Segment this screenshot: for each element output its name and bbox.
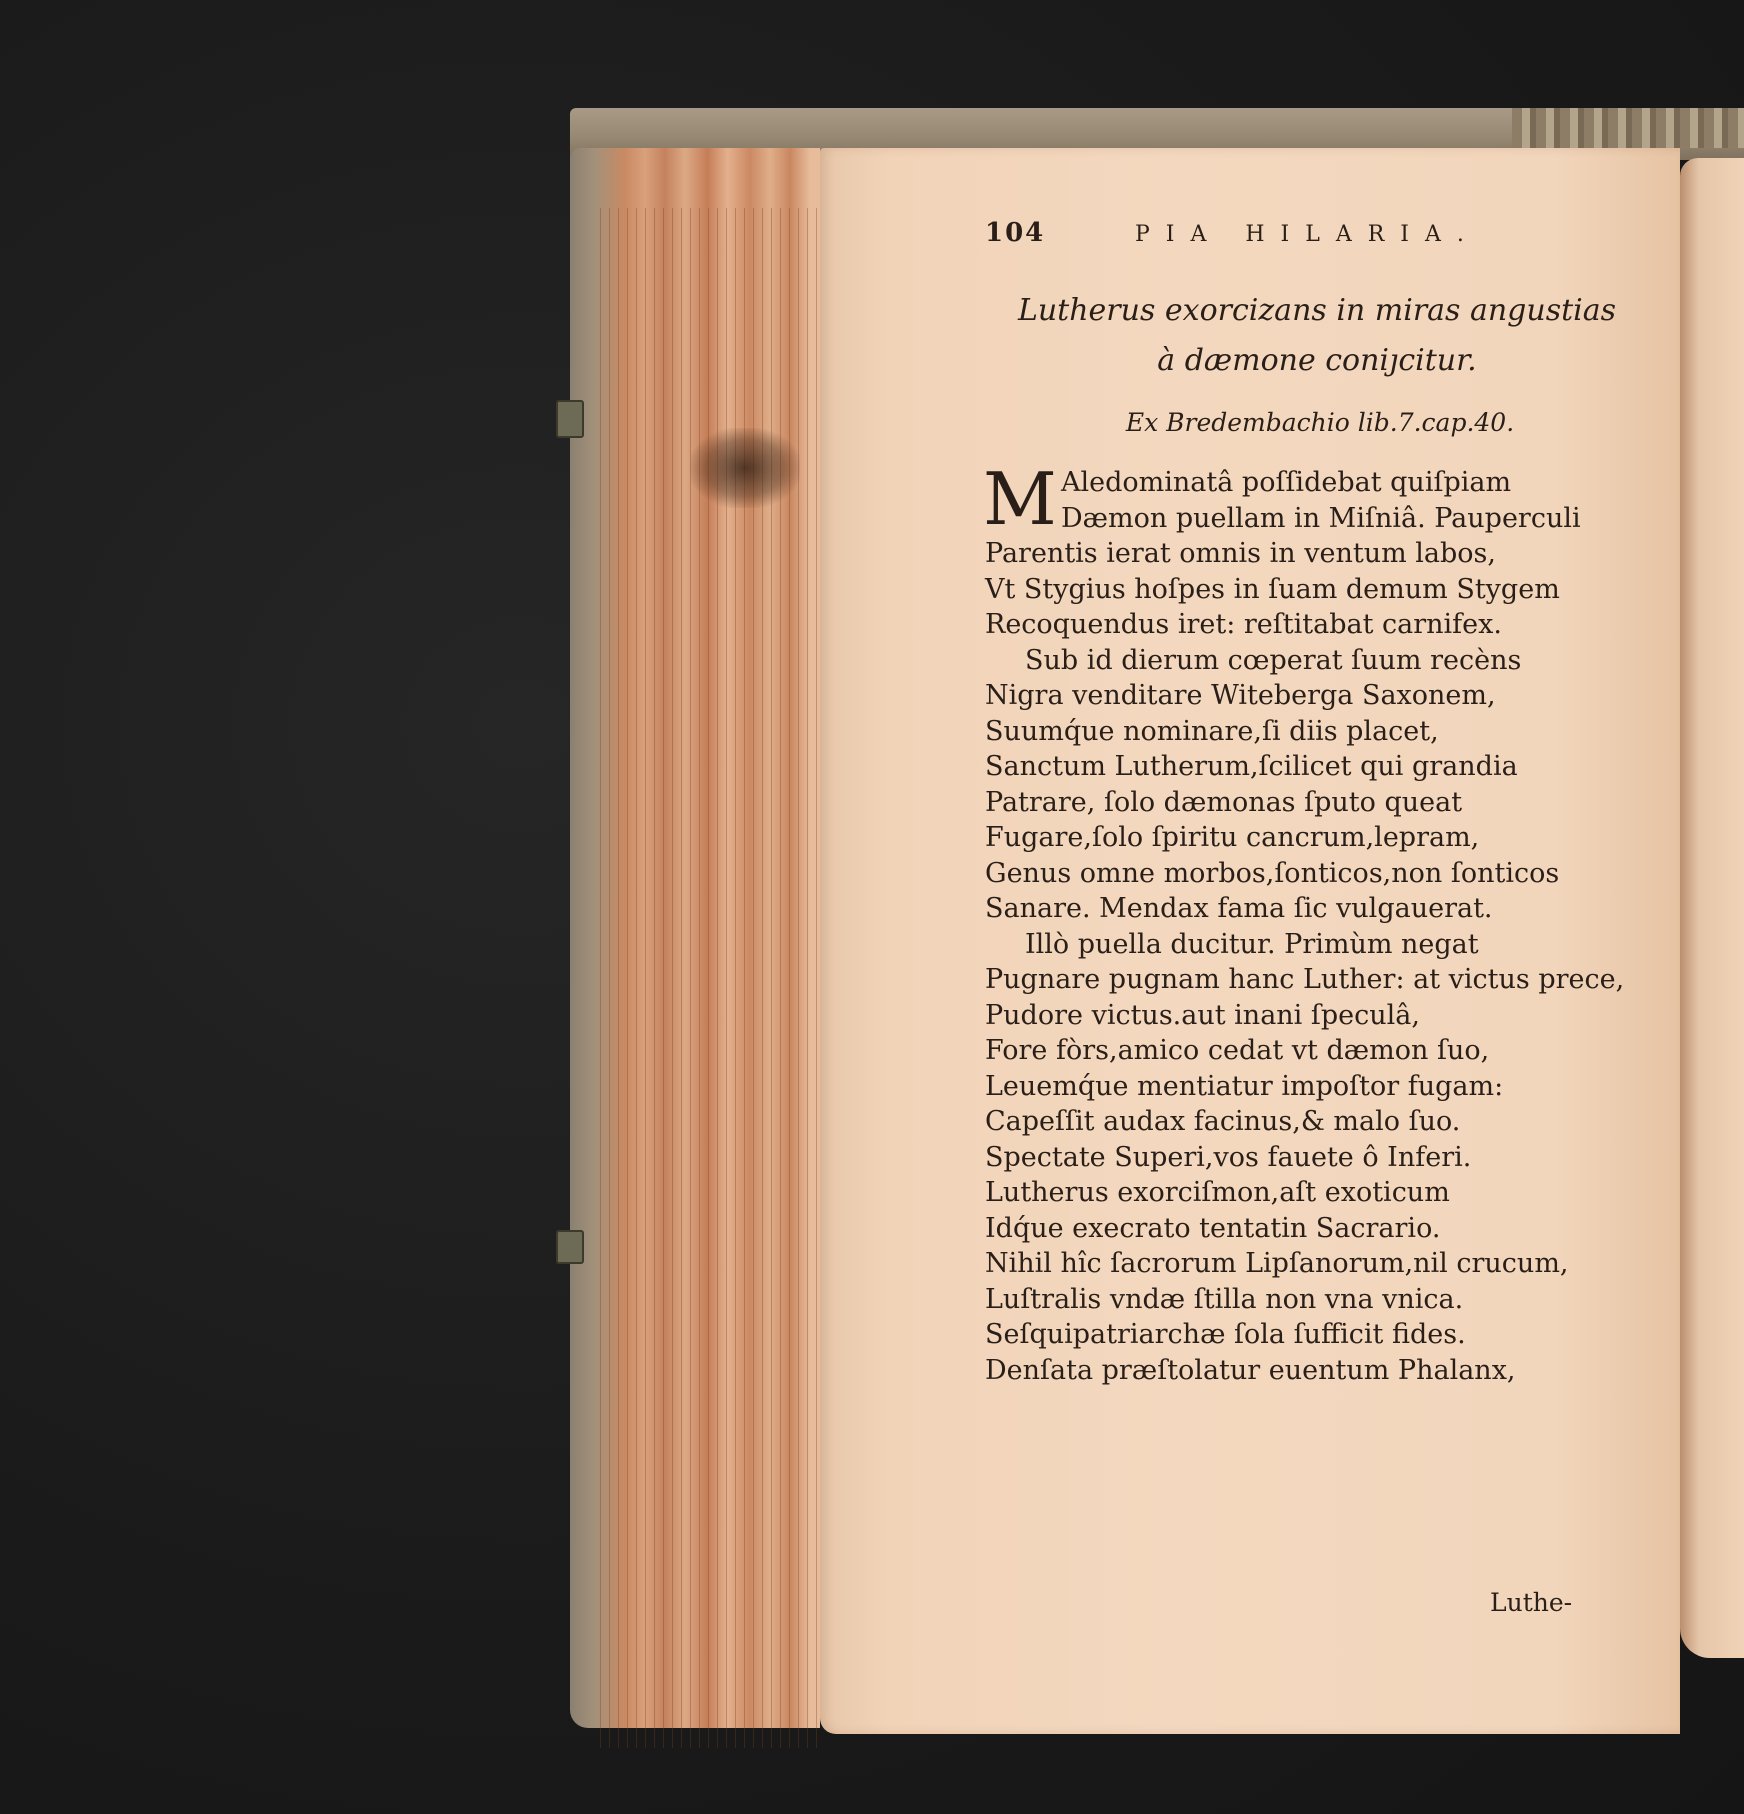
book-page: [820, 148, 1680, 1734]
page-number: 104: [985, 218, 1046, 248]
running-title: PIA HILARIA.: [1135, 222, 1480, 247]
poem-title-line-1: Lutherus exorcizans in miras angustias: [1017, 293, 1617, 328]
clasp-lower: [556, 1230, 584, 1264]
verse-line: Pudore victus.aut inani ſpeculâ,: [985, 999, 1420, 1031]
verse-line: Parentis ierat omnis in ventum labos,: [985, 538, 1496, 569]
verse-line: Denſata præſtolatur euentum Phalanx,: [985, 1354, 1516, 1386]
poem-title: [979, 286, 1655, 386]
book: [570, 108, 1744, 1734]
verse-line: Nigra venditare Witeberga Saxonem,: [985, 680, 1496, 711]
verse-line: Leuemq́ue mentiatur impoſtor fugam:: [985, 1070, 1504, 1102]
clasp-upper: [556, 400, 584, 438]
verse-line: Seſquipatriarchæ ſola ſufficit fides.: [985, 1319, 1466, 1350]
source-citation: Ex Bredembachio lib.7.cap.40.: [1125, 408, 1515, 437]
verse-line: Genus omne morbos,ſonticos,non ſonticos: [985, 857, 1560, 889]
verse-line: Fore fòrs,amico cedat vt dæmon ſuo,: [985, 1035, 1490, 1066]
poem-title-line-2: à dæmone coniȷcitur.: [1157, 343, 1477, 378]
verse-line: Capeſſit audax facinus,& malo ſuo.: [985, 1106, 1461, 1137]
catchword: Luthe-: [1490, 1588, 1573, 1617]
verse-line: Illò puella ducitur. Primùm negat: [1025, 928, 1479, 960]
verse-line: Fugare,ſolo ſpiritu cancrum,lepram,: [985, 822, 1480, 853]
verse-line: Spectate Superi,vos fauete ô Inferi.: [985, 1141, 1472, 1173]
ink-stain: [690, 428, 800, 508]
verse-line: Vt Stygius hoſpes in ſuam demum Stygem: [985, 573, 1560, 605]
verse-line: Recoquendus iret: reſtitabat carnifex.: [985, 609, 1502, 640]
verse-line: Pugnare pugnam hanc Luther: at victus prece,: [985, 964, 1625, 995]
page-text-block: [985, 218, 1655, 1388]
verse-line: Sanctum Lutherum,ſcilicet qui grandia: [985, 751, 1518, 782]
running-head: [985, 218, 1655, 258]
verse-block: [983, 457, 1655, 1388]
verse-line: Aledominatâ poſſidebat quiſpiam: [1061, 467, 1512, 498]
verse-line: Patrare, ſolo dæmonas ſputo queat: [985, 786, 1463, 818]
verse-line: Lutherus exorciſmon,aſt exoticum: [985, 1177, 1450, 1208]
verse-line: Luſtralis vndæ ſtilla non vna vnica.: [985, 1283, 1464, 1315]
book-headband: [1512, 108, 1744, 148]
page-edges: [570, 148, 820, 1728]
verse-line: Suumq́ue nominare,ſi diis placet,: [985, 715, 1439, 747]
verse-line: Dæmon puellam in Miſniâ. Pauperculi: [1061, 502, 1581, 534]
verse-line: Sanare. Mendax fama ſic vulgauerat.: [985, 893, 1493, 924]
drop-cap: M: [983, 457, 1057, 541]
facing-page-edge: [1680, 158, 1744, 1658]
verse-line: Idq́ue execrato tentatin Sacrario.: [985, 1212, 1441, 1244]
verse-line: Sub id dierum cœperat ſuum recèns: [1025, 644, 1522, 676]
verse-line: Nihil hîc ſacrorum Lipſanorum,nil crucum,: [985, 1248, 1569, 1279]
